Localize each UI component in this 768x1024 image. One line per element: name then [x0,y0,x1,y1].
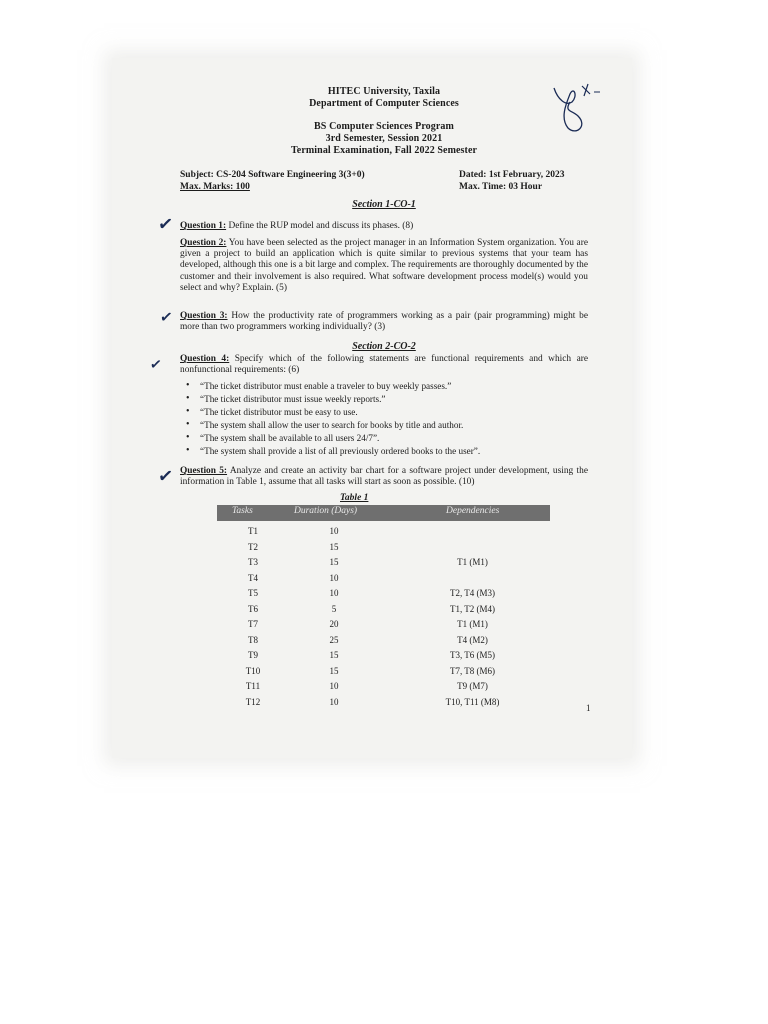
table-cell-task: T10 [245,666,261,676]
table-cell-duration: 20 [329,619,339,629]
max-marks: Max. Marks: 100 [180,182,250,192]
table-cell-task: T3 [248,557,258,567]
table-cell-duration: 10 [329,588,339,598]
semester-line: 3rd Semester, Session 2021 [325,133,443,144]
check-mark-icon: ✓ [149,355,163,373]
subject-line: Subject: CS-204 Software Engineering 3(3+0) [180,170,365,180]
table-cell-dependencies: T2, T4 (M3) [449,588,496,598]
table-cell-dependencies: T9 (M7) [457,681,488,691]
question-3 [180,311,588,333]
table-cell-task: T7 [248,619,258,629]
question-1 [180,221,588,232]
question-2-text: You have been selected as the project manager in an Information System organization. You are given a project to build an application which is quite similar to previous systems that your team has developed, although this one is a bit large and complex. The requirements are thoroughly documented by the customer and their involvement is also required. What software development process model(s) would you select and why? Explain. (5) [180,238,588,293]
date-line: Dated: 1st February, 2023 [459,170,565,180]
table-cell-dependencies: T4 (M2) [457,635,488,645]
table-cell-task: T9 [248,650,258,660]
question-1-text: Define the RUP model and discuss its phases. (8) [228,221,414,231]
table-cell-dependencies: T10, T11 (M8) [445,697,500,707]
question-5-text: Analyze and create an activity bar chart for a software project under development, using the information in Table 1, assume that all tasks will start as soon as possible. (10) [180,466,588,488]
question-4-text: Specify which of the following statements are functional requirements and which are nonfunctional requirements: (6) [180,354,589,376]
question-3-text: How the productivity rate of programmers working as a pair (pair programming) might be more than two programmers working individually? (3) [180,311,589,333]
table-caption: Table 1 [340,493,369,503]
table-cell-dependencies: T1, T2 (M4) [449,604,496,614]
exam-title: Terminal Examination, Fall 2022 Semester [290,145,478,156]
question-2 [180,238,588,294]
table-header-duration: Duration (Days) [294,506,358,516]
table-cell-duration: 15 [329,557,339,567]
question-4-label: Question 4: [180,354,230,364]
requirement-item: • “The system shall provide a list of all previously ordered books to the user”. [200,446,480,456]
table-cell-task: T5 [248,588,258,598]
exam-paper [112,58,632,758]
requirement-item: • “The ticket distributor must issue weekly reports.” [200,394,386,404]
section-2-heading: Section 2-CO-2 [352,341,416,352]
table-header-tasks: Tasks [232,506,253,516]
requirement-item: • “The system shall allow the user to search for books by title and author. [200,420,463,430]
table-cell-task: T1 [248,526,258,536]
table-cell-duration: 10 [329,573,339,583]
question-1-label: Question 1: [180,221,227,231]
page-number: 1 [586,703,591,713]
check-mark-icon: ✓ [158,308,174,327]
table-cell-task: T8 [248,635,258,645]
table-cell-task: T11 [245,681,261,691]
table-cell-dependencies: T7, T8 (M6) [449,666,496,676]
question-5-label: Question 5: [180,466,228,476]
question-2-label: Question 2: [180,238,227,248]
table-cell-dependencies: T1 (M1) [457,557,488,567]
table-cell-duration: 10 [329,681,339,691]
table-cell-duration: 15 [329,650,339,660]
requirement-item: • “The ticket distributor must be easy to use. [200,407,358,417]
check-mark-icon: ✓ [156,213,175,235]
table-cell-dependencies: T3, T6 (M5) [449,650,496,660]
section-1-heading: Section 1-CO-1 [352,199,416,210]
requirement-item: • “The ticket distributor must enable a traveler to buy weekly passes.” [200,381,451,391]
department-name: Department of Computer Sciences [309,98,459,109]
check-mark-icon: ✓ [156,465,175,487]
table-cell-duration: 15 [329,542,339,552]
table-cell-task: T12 [245,697,261,707]
table-cell-dependencies: T1 (M1) [457,619,488,629]
table-header-row [217,505,550,521]
table-cell-duration: 15 [329,666,339,676]
question-5 [180,466,588,488]
question-4 [180,354,588,376]
table-cell-duration: 10 [329,526,339,536]
table-cell-duration: 5 [331,604,337,614]
table-cell-task: T6 [248,604,258,614]
university-name: HITEC University, Taxila [327,86,441,97]
table-cell-task: T2 [248,542,258,552]
requirement-item: • “The system shall be available to all users 24/7”. [200,433,379,443]
table-cell-task: T4 [248,573,258,583]
table-header-dependencies: Dependencies [446,506,500,516]
table-cell-duration: 25 [329,635,339,645]
table-cell-duration: 10 [329,697,339,707]
question-3-label: Question 3: [180,311,228,321]
max-time: Max. Time: 03 Hour [459,182,543,192]
program-name: BS Computer Sciences Program [314,121,454,132]
